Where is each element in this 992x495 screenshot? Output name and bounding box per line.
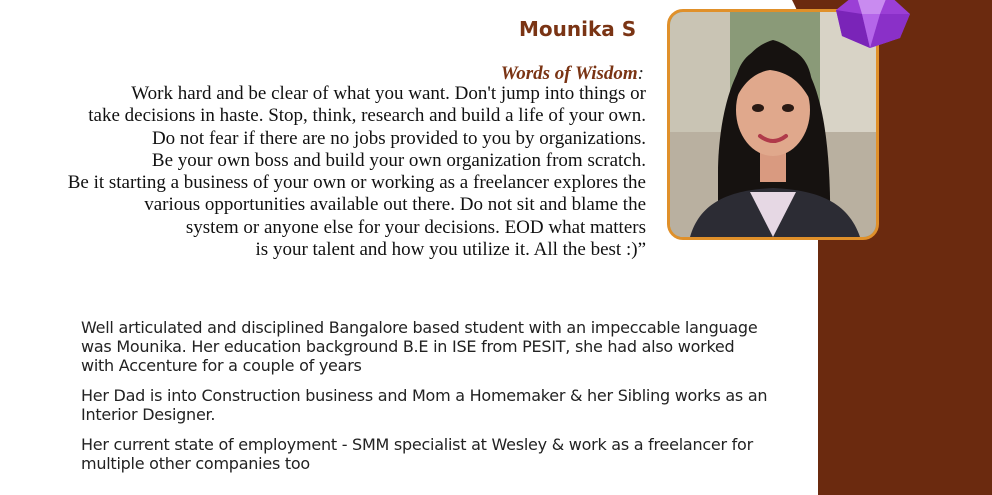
wisdom-heading — [501, 63, 644, 85]
bio-line: was Mounika. Her education background B.E in ISE from PESIT, she had also worked — [81, 337, 735, 356]
bio-line: with Accenture for a couple of years — [81, 356, 362, 375]
bio-paragraph — [81, 435, 781, 473]
wisdom-heading-colon: : — [637, 63, 644, 84]
bio-line: multiple other companies too — [81, 454, 310, 473]
quote-line: Work hard and be clear of what you want. Don't jump into things or — [131, 83, 646, 104]
bio-line: Well articulated and disciplined Bangalore based student with an impeccable language — [81, 318, 758, 337]
bio-paragraph — [81, 386, 781, 424]
wisdom-quote — [6, 83, 646, 261]
quote-line: take decisions in haste. Stop, think, research and build a life of your own. — [88, 105, 646, 127]
quote-line: Do not fear if there are no jobs provided to you by organizations. — [151, 127, 646, 149]
bio-section — [81, 318, 781, 484]
wisdom-heading-text: Words of Wisdom — [500, 63, 638, 84]
quote-line: system or anyone else for your decisions. EOD what matters — [185, 216, 646, 238]
quote-line: Be your own boss and build your own organization from scratch. — [151, 149, 646, 171]
profile-name: Mounika S — [519, 17, 637, 41]
quote-line: various opportunities available out there. Do not sit and blame the — [144, 194, 646, 216]
bio-paragraph — [81, 318, 781, 375]
quote-line: Be it starting a business of your own or working as a freelancer explores the — [67, 172, 646, 194]
purple-gem-decoration — [826, 0, 912, 48]
bio-line: Her Dad is into Construction business and Mom a Homemaker & her Sibling works as an — [81, 386, 768, 405]
bio-line: Her current state of employment - SMM specialist at Wesley & work as a freelancer for — [81, 435, 753, 454]
quote-line: is your talent and how you utilize it. All the best :)” — [255, 239, 646, 261]
bio-line: Interior Designer. — [81, 405, 216, 424]
